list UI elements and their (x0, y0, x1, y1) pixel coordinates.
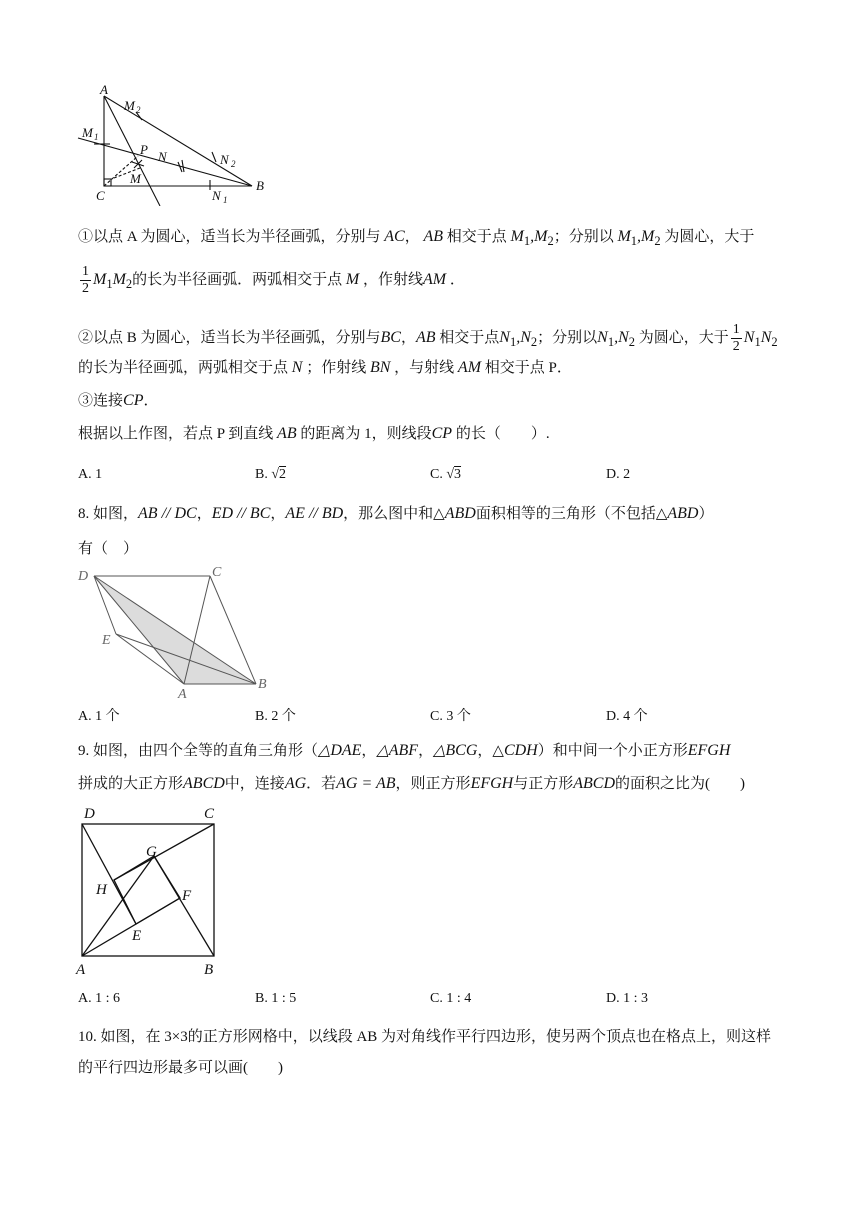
q7-step2-line1: ②以点 B 为圆心，适当长为半径画弧，分别与BC，AB 相交于点$N_1,N_2$；分别以$N_1,N_2$ 为圆心，大于 $\frac{1}{2}$ $N_1N_2$ (78, 322, 778, 354)
label-c: C (96, 188, 105, 203)
label-d: D (84, 806, 95, 822)
label-h: H (96, 882, 107, 898)
label-p: P (140, 142, 148, 157)
arc-n2 (212, 152, 216, 162)
q9-figure (74, 802, 234, 980)
q9-option-d[interactable]: D. 1 : 3 (606, 991, 648, 1006)
svg-text:1: 1 (223, 195, 228, 205)
label-b: B (204, 962, 214, 978)
label-e: E (132, 928, 142, 944)
q9-option-c[interactable]: C. 1 : 4 (430, 991, 472, 1006)
label-m1: M (82, 125, 93, 140)
fraction-half: $\frac{1}{2}$ (82, 264, 89, 296)
label-m: M (130, 171, 141, 186)
q8-stem-line2: 有（ ） (78, 541, 139, 557)
label-a: A (178, 687, 187, 702)
sqrt-symbol: √ (446, 467, 455, 482)
q7-figure (74, 82, 274, 206)
label-n2: N (220, 152, 229, 167)
q8-option-d[interactable]: D. 4 个 (606, 709, 648, 724)
q7-question: 根据以上作图，若点 P 到直线 AB 的距离为 1，则线段CP 的长（ ）. (78, 425, 550, 442)
q9-option-a[interactable]: A. 1 : 6 (78, 991, 120, 1006)
q10-stem-line1: 10. 如图，在 3×3的正方形网格中，以线段 AB 为对角线作平行四边形，使另两个顶点也在格点上，则这样 (78, 1029, 772, 1045)
label-c: C (204, 806, 215, 822)
label-n1: N (212, 188, 221, 203)
q8-stem-line1: 8. 如图，AB // DC，ED // BC，AE // BD，那么图中和△ABD面积相等的三角形（不包括△ABD） (78, 505, 714, 522)
q7-option-b[interactable]: B. √2 (255, 467, 287, 482)
label-f: F (182, 888, 192, 904)
q7-option-a[interactable]: A. 1 (78, 467, 103, 482)
fraction-half: $\frac{1}{2}$ (732, 322, 740, 354)
label-a: A (100, 82, 108, 97)
svg-text:2: 2 (136, 105, 141, 115)
arc-m (132, 160, 144, 168)
svg-text:1: 1 (94, 132, 99, 142)
label-n: N (158, 149, 167, 164)
label-b: B (256, 178, 264, 193)
label-d: D (78, 569, 89, 584)
label-a: A (76, 962, 86, 978)
q8-option-c[interactable]: C. 3 个 (430, 709, 471, 724)
q8-option-b[interactable]: B. 2 个 (255, 709, 296, 724)
label-b: B (258, 677, 267, 692)
label-c: C (212, 565, 222, 580)
q10-stem-line2: 的平行四边形最多可以画( ) (78, 1060, 283, 1076)
q7-step1-line2: $\frac{1}{2}$ $M_1M_2$的长为半径画弧．两弧相交于点 M ，作射线AM ． (82, 264, 465, 296)
label-g: G (146, 844, 157, 860)
q7-step2-line2: 的长为半径画弧，两弧相交于点 N ；作射线 BN ，与射线 AM 相交于点 P． (78, 359, 572, 376)
svg-text:2: 2 (231, 159, 236, 169)
label-m2: M (124, 98, 135, 113)
q9-stem-line1: 9. 如图，由四个全等的直角三角形（△DAE，△ABF，△BCG，△CDH）和中间一个小正方形EFGH (78, 742, 731, 759)
sqrt-symbol: √ (271, 467, 280, 482)
q7-step3: ③连接CP． (78, 392, 159, 409)
q9-stem-line2: 拼成的大正方形ABCD中，连接AG．若AG = AB，则正方形EFGH与正方形ABCD的面积之比为( ) (78, 775, 746, 792)
q8-figure (74, 562, 284, 702)
q9-option-b[interactable]: B. 1 : 5 (255, 991, 297, 1006)
label-e: E (102, 633, 111, 648)
q8-option-a[interactable]: A. 1 个 (78, 709, 120, 724)
q7-step1-line1: ①以点 A 为圆心，适当长为半径画弧，分别与 AC， AB 相交于点 $M_1,M_2$；分别以 $M_1,M_2$ 为圆心，大于 (78, 228, 755, 248)
q7-option-d[interactable]: D. 2 (606, 467, 631, 482)
q7-option-c[interactable]: C. √3 (430, 467, 462, 482)
